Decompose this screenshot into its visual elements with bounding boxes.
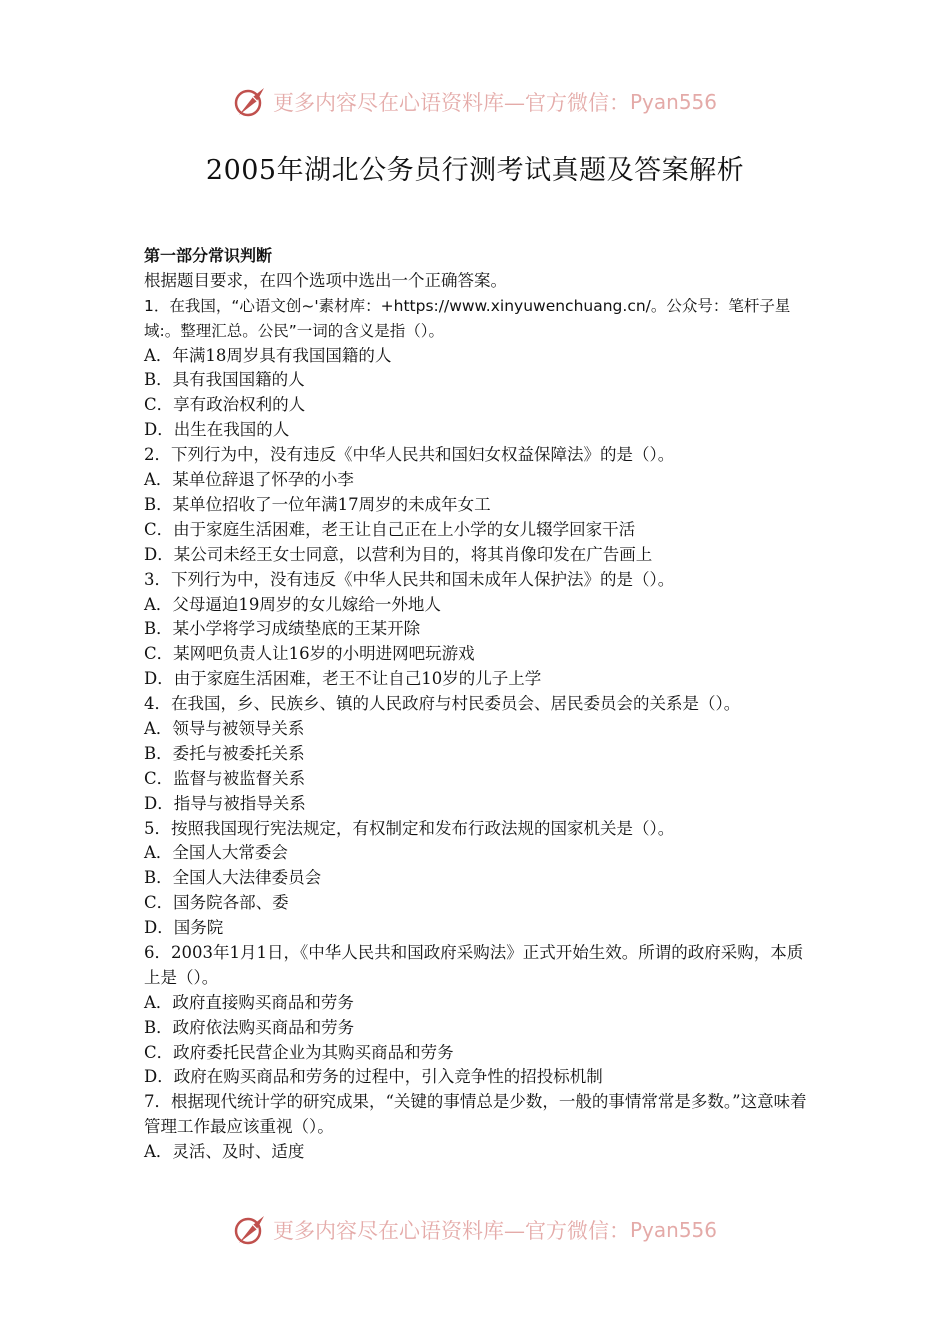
option-text: B．全国人大法律委员会 — [144, 868, 322, 888]
option-text: C．政府委托民营企业为其购买商品和劳务 — [144, 1042, 454, 1062]
option-text: D．某公司未经王女士同意，以营利为目的，将其肖像印发在广告画上 — [144, 544, 653, 564]
banner-wechat-id: Pyan556 — [629, 90, 717, 114]
option-text: A．年满18周岁具有我国国籍的人 — [144, 345, 392, 365]
option-text: B．某单位招收了一位年满17周岁的未成年女工 — [144, 494, 491, 514]
document-body — [144, 244, 812, 1165]
option-text: C．某网吧负责人让16岁的小明进网吧玩游戏 — [144, 644, 475, 664]
option-text: C．由于家庭生活困难，老王让自己正在上小学的女儿辍学回家干活 — [144, 519, 636, 539]
question-stem-3: 3．下列行为中，没有违反《中华人民共和国未成年人保护法》的是（）。 — [144, 569, 675, 589]
quill-pen-logo-icon — [233, 1213, 267, 1247]
quill-pen-logo-icon — [233, 85, 267, 119]
instruction-text: 根据题目要求，在四个选项中选出一个正确答案。 — [144, 270, 507, 290]
option-text: D．由于家庭生活困难，老王不让自己10岁的儿子上学 — [144, 669, 542, 689]
page-title: 2005年湖北公务员行测考试真题及答案解析 — [205, 155, 745, 186]
question-stem-1: 1．在我国，“心语文创~'素材库：+https://www.xinyuwenchuang.cn/。公众号：笔杆子星域:。整理汇总。公民”一词的含义是指（）。 — [144, 296, 791, 340]
option-text: B．某小学将学习成绩垫底的王某开除 — [144, 619, 421, 639]
footer-banner — [0, 1210, 950, 1250]
question-stem-5: 5．按照我国现行宪法规定，有权制定和发布行政法规的国家机关是（）。 — [144, 818, 675, 838]
banner-wechat-id: Pyan556 — [629, 1218, 717, 1242]
option-text: A．领导与被领导关系 — [144, 718, 305, 738]
header-banner — [0, 82, 950, 122]
option-text: C．国务院各部、委 — [144, 893, 289, 913]
option-text: A．某单位辞退了怀孕的小李 — [144, 470, 354, 490]
option-text: B．政府依法购买商品和劳务 — [144, 1017, 355, 1037]
option-text: B．委托与被委托关系 — [144, 743, 305, 763]
option-text: A．全国人大常委会 — [144, 843, 288, 863]
question-stem-6: 6．2003年1月1日，《中华人民共和国政府采购法》正式开始生效。所谓的政府采购，本质上是（）。 — [144, 942, 804, 987]
option-text: D．国务院 — [144, 918, 224, 938]
option-text: C．监督与被监督关系 — [144, 768, 306, 788]
section-heading: 第一部分常识判断 — [144, 246, 273, 265]
option-text: A．灵活、及时、适度 — [144, 1142, 305, 1162]
question-stem-2: 2．下列行为中，没有违反《中华人民共和国妇女权益保障法》的是（）。 — [144, 445, 675, 465]
option-text: D．指导与被指导关系 — [144, 793, 306, 813]
option-text: D．出生在我国的人 — [144, 420, 290, 440]
option-text: B．具有我国国籍的人 — [144, 370, 305, 390]
banner-text: 更多内容尽在心语资料库—官方微信： — [272, 91, 630, 115]
option-text: A．政府直接购买商品和劳务 — [144, 992, 354, 1012]
option-text: A．父母逼迫19周岁的女儿嫁给一外地人 — [144, 594, 441, 614]
question-stem-4: 4．在我国，乡、民族乡、镇的人民政府与村民委员会、居民委员会的关系是（）。 — [144, 694, 741, 714]
option-text: D．政府在购买商品和劳务的过程中，引入竞争性的招投标机制 — [144, 1067, 603, 1087]
banner-text: 更多内容尽在心语资料库—官方微信： — [272, 1219, 630, 1243]
question-stem-7: 7．根据现代统计学的研究成果，“关键的事情总是少数，一般的事情常常是多数。”这意味着管理工作最应该重视（）。 — [144, 1092, 807, 1137]
option-text: C．享有政治权利的人 — [144, 395, 306, 415]
